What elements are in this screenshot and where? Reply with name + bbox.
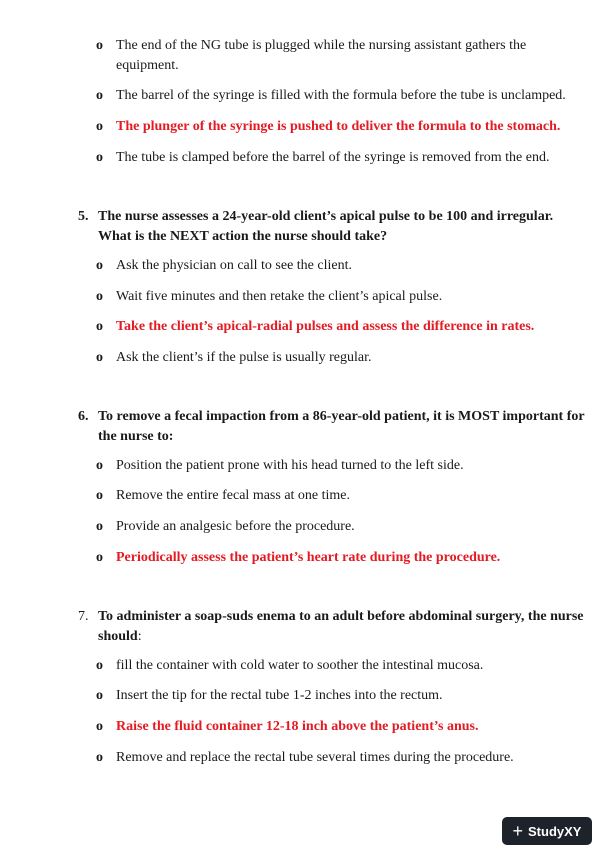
question-7 (78, 607, 588, 647)
q7-option-2 (96, 686, 586, 706)
option-text: Wait five minutes and then retake the client’s apical pulse. (116, 289, 443, 304)
bullet: o (96, 458, 103, 473)
q6-option-3 (96, 517, 586, 537)
studyxy-badge[interactable] (502, 817, 592, 845)
plus-cross-icon: + (512, 821, 524, 841)
option-text: Provide an analgesic before the procedure. (116, 519, 355, 534)
question-6 (78, 407, 588, 447)
question-stem: To administer a soap-suds enema to an adult before abdominal surgery, the nurse should (98, 609, 584, 644)
question-stem: To remove a fecal impaction from a 86-year-old patient, it is MOST important for the nurse to: (98, 409, 585, 444)
option-text: fill the container with cold water to soother the intestinal mucosa. (116, 658, 484, 673)
option-text: Ask the client’s if the pulse is usually regular. (116, 350, 372, 365)
option-text: Remove and replace the rectal tube several times during the procedure. (116, 750, 514, 765)
question-text (98, 207, 588, 247)
option-text: The end of the NG tube is plugged while the nursing assistant gathers the equipment. (116, 38, 527, 73)
q7-option-4 (96, 748, 586, 768)
option-text: Raise the fluid container 12-18 inch above the patient’s anus. (116, 719, 479, 734)
bullet: o (96, 119, 103, 134)
bullet: o (96, 258, 103, 273)
q6-option-4-correct (96, 548, 586, 568)
q4-option-2 (96, 86, 586, 106)
q4-option-1 (96, 36, 586, 76)
bullet: o (96, 719, 103, 734)
bullet: o (96, 319, 103, 334)
q4-option-3-correct (96, 117, 586, 137)
question-number: 6. (78, 409, 89, 424)
bullet: o (96, 350, 103, 365)
bullet: o (96, 658, 103, 673)
q5-option-1 (96, 256, 586, 276)
q6-option-1 (96, 456, 586, 476)
option-text: The barrel of the syringe is filled with the formula before the tube is unclamped. (116, 88, 566, 103)
question-text (98, 607, 588, 647)
option-text: Insert the tip for the rectal tube 1-2 inches into the rectum. (116, 688, 443, 703)
brand-name: StudyXY (528, 823, 582, 839)
option-text: The tube is clamped before the barrel of the syringe is removed from the end. (116, 150, 550, 165)
option-text: Position the patient prone with his head turned to the left side. (116, 458, 464, 473)
q7-option-1 (96, 656, 586, 676)
question-5 (78, 207, 588, 247)
q6-option-2 (96, 486, 586, 506)
bullet: o (96, 88, 103, 103)
bullet: o (96, 750, 103, 765)
bullet: o (96, 519, 103, 534)
q5-option-2 (96, 287, 586, 307)
option-text: Take the client’s apical-radial pulses and assess the difference in rates. (116, 319, 535, 334)
question-text (98, 407, 588, 447)
bullet: o (96, 289, 103, 304)
bullet: o (96, 488, 103, 503)
bullet: o (96, 38, 103, 53)
bullet: o (96, 550, 103, 565)
bullet: o (96, 688, 103, 703)
option-text: Remove the entire fecal mass at one time. (116, 488, 351, 503)
question-suffix: : (137, 629, 142, 644)
option-text: Periodically assess the patient’s heart rate during the procedure. (116, 550, 501, 565)
question-stem: The nurse assesses a 24-year-old client’s apical pulse to be 100 and irregular. What is the NEXT action the nurse should take? (98, 209, 554, 244)
question-number: 7. (78, 609, 89, 624)
bullet: o (96, 150, 103, 165)
q4-option-4 (96, 148, 586, 168)
question-number: 5. (78, 209, 89, 224)
option-text: Ask the physician on call to see the client. (116, 258, 352, 273)
q7-option-3-correct (96, 717, 586, 737)
q5-option-3-correct (96, 317, 586, 337)
option-text: The plunger of the syringe is pushed to deliver the formula to the stomach. (116, 119, 561, 134)
q5-option-4 (96, 348, 586, 368)
